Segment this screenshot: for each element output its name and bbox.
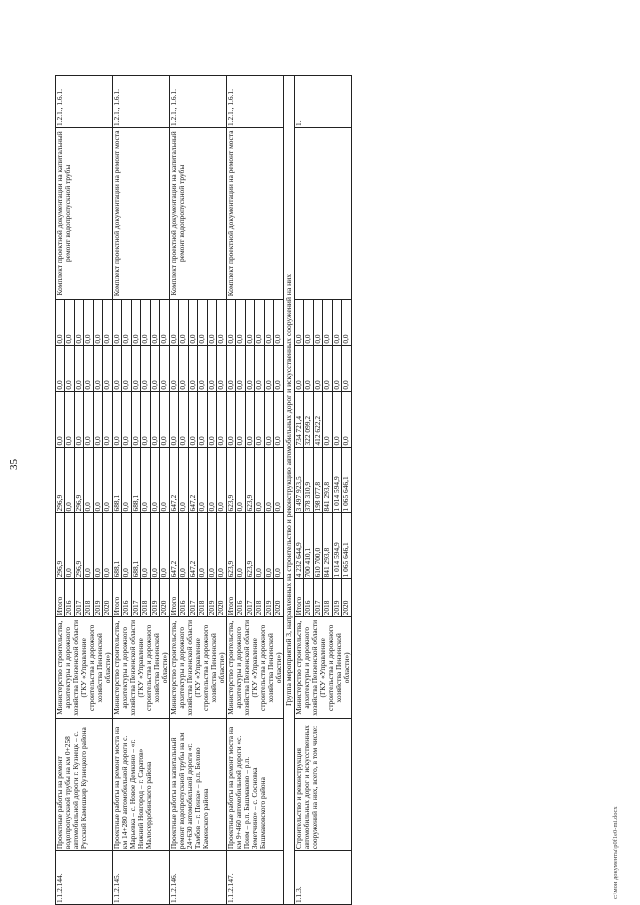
amount-cell: 734 721,4 [294,391,303,447]
amount-cell: 0,0 [131,299,140,345]
amount-cell: 0,0 [342,391,352,447]
year-cell: 2018 [141,579,150,617]
year-cell: 2019 [150,579,159,617]
amount-cell: 688,1 [112,513,121,579]
year-cell: 2019 [207,579,216,617]
amount-cell: 0,0 [294,345,303,391]
table-row [169,76,178,905]
year-cell: 2016 [304,579,313,617]
year-cell: 2018 [198,579,207,617]
table-row [112,76,121,905]
item-links: 1.2.1., 1.6.1. [112,76,169,128]
item-links: 1.2.1., 1.6.1. [169,76,226,128]
amount-cell: 0,0 [160,391,170,447]
amount-cell: 0,0 [65,299,74,345]
amount-cell: 0,0 [255,447,264,513]
amount-cell: 0,0 [323,299,332,345]
year-cell: Итого [226,579,235,617]
amount-cell: 1 014 594,9 [332,513,341,579]
item-name: Проектные работы на ремонт моста на км 9+460 автомобильной дороги «с. Поим – р.п. Башмаково – р.п. Земетчино» – с. Сосновка Башмаковского района [226,719,283,851]
amount-cell: 0,0 [207,299,216,345]
section-title: Группа мероприятий 3, направленных на строительство и реконструкцию автомобильных дорог и искусственных сооружений на них [283,76,294,905]
amount-cell: 0,0 [342,345,352,391]
amount-cell: 0,0 [103,447,113,513]
year-cell: 2016 [122,579,131,617]
amount-cell: 623,9 [245,447,254,513]
amount-cell: 0,0 [103,345,113,391]
amount-cell: 0,0 [264,513,273,579]
amount-cell: 0,0 [236,447,245,513]
amount-cell: 296,9 [74,513,83,579]
amount-cell: 0,0 [332,299,341,345]
amount-cell: 0,0 [141,513,150,579]
amount-cell: 0,0 [112,391,121,447]
amount-cell: 700 410,1 [304,513,313,579]
amount-cell: 0,0 [245,299,254,345]
amount-cell: 0,0 [141,391,150,447]
item-result: Комплект проектной документации на ремонт моста [226,128,283,300]
amount-cell: 296,9 [56,447,65,513]
amount-cell: 0,0 [255,345,264,391]
amount-cell: 0,0 [65,447,74,513]
year-cell: 2020 [274,579,284,617]
item-executor: Министерство строительства, архитектуры и дорожного хозяйства Пензенской области (ГКУ «Управление строительства и дорожного хозяйства Пензенской области») [226,617,283,719]
amount-cell: 412 622,2 [313,391,322,447]
item-links: 1. [294,76,351,128]
amount-cell: 623,9 [226,447,235,513]
amount-cell: 0,0 [112,299,121,345]
amount-cell: 0,0 [65,513,74,579]
amount-cell: 0,0 [304,299,313,345]
amount-cell: 0,0 [150,447,159,513]
amount-cell: 0,0 [56,391,65,447]
amount-cell: 1 065 646,1 [342,447,352,513]
amount-cell: 0,0 [141,447,150,513]
year-cell: 2016 [65,579,74,617]
amount-cell: 0,0 [304,345,313,391]
amount-cell: 0,0 [122,299,131,345]
table-row [226,76,235,905]
section-header-row [283,76,294,905]
amount-cell: 0,0 [160,513,170,579]
amount-cell: 322 099,2 [304,391,313,447]
amount-cell: 841 293,8 [323,513,332,579]
amount-cell: 0,0 [150,391,159,447]
amount-cell: 0,0 [160,299,170,345]
amount-cell: 0,0 [74,299,83,345]
amount-cell: 0,0 [332,345,341,391]
item-result [294,128,351,300]
amount-cell: 0,0 [84,447,93,513]
item-number: 1.1.2.145. [112,851,169,905]
amount-cell: 0,0 [160,345,170,391]
amount-cell: 0,0 [332,391,341,447]
amount-cell: 0,0 [255,513,264,579]
amount-cell: 0,0 [217,513,227,579]
year-cell: Итого [169,579,178,617]
amount-cell: 0,0 [323,345,332,391]
table-row [56,76,65,905]
amount-cell: 0,0 [169,299,178,345]
amount-cell: 0,0 [93,513,102,579]
amount-cell: 0,0 [274,299,284,345]
amount-cell: 0,0 [141,345,150,391]
amount-cell: 688,1 [112,447,121,513]
amount-cell: 4 232 644,9 [294,513,303,579]
amount-cell: 0,0 [236,345,245,391]
amount-cell: 0,0 [122,391,131,447]
amount-cell: 0,0 [150,513,159,579]
amount-cell: 0,0 [207,447,216,513]
amount-cell: 0,0 [198,299,207,345]
amount-cell: 0,0 [160,447,170,513]
amount-cell: 0,0 [207,391,216,447]
item-number: 1.1.2.147. [226,851,283,905]
year-cell: 2017 [131,579,140,617]
year-cell: Итого [112,579,121,617]
amount-cell: 0,0 [198,391,207,447]
footer-file-path: c:\мои документы\p0f1e0-mi.docx [612,806,619,899]
amount-cell: 0,0 [169,391,178,447]
amount-cell: 623,9 [226,513,235,579]
amount-cell: 3 497 923,5 [294,447,303,513]
year-cell: 2020 [160,579,170,617]
amount-cell: 0,0 [264,447,273,513]
amount-cell: 0,0 [122,345,131,391]
year-cell: 2016 [236,579,245,617]
amount-cell: 0,0 [245,345,254,391]
amount-cell: 0,0 [198,513,207,579]
year-cell: 2019 [264,579,273,617]
amount-cell: 0,0 [93,391,102,447]
amount-cell: 0,0 [207,513,216,579]
amount-cell: 0,0 [236,391,245,447]
amount-cell: 0,0 [236,299,245,345]
amount-cell: 0,0 [56,345,65,391]
item-result: Комплект проектной документации на ремонт моста [112,128,169,300]
year-cell: 2016 [179,579,188,617]
amount-cell: 0,0 [103,299,113,345]
amount-cell: 623,9 [245,513,254,579]
amount-cell: 378 310,9 [304,447,313,513]
amount-cell: 688,1 [131,447,140,513]
amount-cell: 0,0 [131,391,140,447]
amount-cell: 0,0 [198,345,207,391]
amount-cell: 0,0 [93,299,102,345]
item-result: Комплект проектной документации на капитальный ремонт водопропускной трубы [56,128,113,300]
amount-cell: 0,0 [179,447,188,513]
amount-cell: 0,0 [198,447,207,513]
amount-cell: 0,0 [274,391,284,447]
amount-cell: 0,0 [342,299,352,345]
year-cell: 2020 [217,579,227,617]
amount-cell: 0,0 [217,345,227,391]
amount-cell: 0,0 [323,391,332,447]
amount-cell: 0,0 [294,299,303,345]
amount-cell: 0,0 [264,391,273,447]
amount-cell: 647,2 [169,447,178,513]
amount-cell: 0,0 [274,447,284,513]
amount-cell: 0,0 [226,391,235,447]
year-cell: 2017 [245,579,254,617]
item-name: Проектные работы на капитальный ремонт водопропускной трубы на км 24+630 автомобильной дороги «г. Тамбов – г. Пенза» – р.п. Белово Каменского района [169,719,226,851]
amount-cell: 0,0 [179,299,188,345]
item-number: 1.1.2.146. [169,851,226,905]
item-number: 1.1.3. [294,851,351,905]
amount-cell: 0,0 [131,345,140,391]
amount-cell: 0,0 [65,345,74,391]
amount-cell: 0,0 [141,299,150,345]
amount-cell: 0,0 [226,299,235,345]
amount-cell: 610 700,0 [313,513,322,579]
year-cell: 2020 [342,579,352,617]
amount-cell: 0,0 [217,299,227,345]
amount-cell: 0,0 [217,447,227,513]
amount-cell: 0,0 [313,299,322,345]
amount-cell: 0,0 [56,299,65,345]
item-name: Проектные работы на ремонт водопропускной трубы на км 0+258 автомобильной дороги г. Кузнецк – с. Русский Камешкир Кузнецкого района [56,719,113,851]
amount-cell: 688,1 [131,513,140,579]
amount-cell: 0,0 [122,513,131,579]
item-name: Строительство и реконструкция автомобильных дорог и искусственных сооружений на них, всего, в том числе: [294,719,351,851]
year-cell: 2017 [313,579,322,617]
amount-cell: 0,0 [255,299,264,345]
amount-cell: 0,0 [226,345,235,391]
year-cell: 2018 [323,579,332,617]
item-executor: Министерство строительства, архитектуры и дорожного хозяйства Пензенской области (ГКУ «Управление строительства и дорожного хозяйства Пензенской области») [56,617,113,719]
amount-cell: 1 065 646,1 [342,513,352,579]
year-cell: Итого [56,579,65,617]
amount-cell: 0,0 [236,513,245,579]
amount-cell: 0,0 [264,299,273,345]
amount-cell: 1 014 594,9 [332,447,341,513]
amount-cell: 0,0 [74,391,83,447]
item-name: Проектные работы на ремонт моста на км 14+280 автомобильной дороги с. Марьевка – с. Новое Демкино – «г. Нижний Новгород – г. Саратов» Малосердобинского района [112,719,169,851]
amount-cell: 0,0 [103,391,113,447]
amount-cell: 0,0 [188,391,197,447]
amount-cell: 0,0 [274,513,284,579]
year-cell: 2017 [74,579,83,617]
item-executor: Министерство строительства, архитектуры и дорожного хозяйства Пензенской области (ГКУ «Управление строительства и дорожного хозяйства Пензенской области») [112,617,169,719]
item-executor: Министерство строительства, архитектуры и дорожного хозяйства Пензенской области (ГКУ «Управление строительства и дорожного хозяйства Пензенской области») [294,617,351,719]
amount-cell: 0,0 [169,345,178,391]
year-cell: 2018 [255,579,264,617]
measures-table [55,75,352,905]
page-number: 35 [8,459,20,470]
amount-cell: 0,0 [84,345,93,391]
amount-cell: 0,0 [313,345,322,391]
amount-cell: 0,0 [188,299,197,345]
amount-cell: 647,2 [188,513,197,579]
amount-cell: 0,0 [84,299,93,345]
amount-cell: 0,0 [179,345,188,391]
amount-cell: 0,0 [245,391,254,447]
amount-cell: 0,0 [150,299,159,345]
amount-cell: 296,9 [74,447,83,513]
amount-cell: 198 077,8 [313,447,322,513]
amount-cell: 0,0 [93,345,102,391]
year-cell: 2020 [103,579,113,617]
amount-cell: 647,2 [169,513,178,579]
amount-cell: 0,0 [150,345,159,391]
amount-cell: 0,0 [122,447,131,513]
amount-cell: 0,0 [188,345,197,391]
amount-cell: 0,0 [179,391,188,447]
amount-cell: 0,0 [103,513,113,579]
amount-cell: 0,0 [93,447,102,513]
amount-cell: 296,9 [56,513,65,579]
year-cell: 2019 [332,579,341,617]
amount-cell: 647,2 [188,447,197,513]
amount-cell: 0,0 [84,391,93,447]
amount-cell: 0,0 [84,513,93,579]
item-number: 1.1.2.144. [56,851,113,905]
item-links: 1.2.1., 1.6.1. [226,76,283,128]
item-result: Комплект проектной документации на капитальный ремонт водопропускной трубы [169,128,226,300]
year-cell: 2017 [188,579,197,617]
table-body [56,76,352,905]
item-links: 1.2.1., 1.6.1. [56,76,113,128]
amount-cell: 0,0 [207,345,216,391]
amount-cell: 0,0 [179,513,188,579]
amount-cell: 0,0 [65,391,74,447]
amount-cell: 0,0 [255,391,264,447]
year-cell: 2018 [84,579,93,617]
amount-cell: 0,0 [274,345,284,391]
amount-cell: 841 293,8 [323,447,332,513]
year-cell: 2019 [93,579,102,617]
amount-cell: 0,0 [74,345,83,391]
amount-cell: 0,0 [217,391,227,447]
year-cell: Итого [294,579,303,617]
amount-cell: 0,0 [264,345,273,391]
amount-cell: 0,0 [112,345,121,391]
item-executor: Министерство строительства, архитектуры и дорожного хозяйства Пензенской области (ГКУ «Управление строительства и дорожного хозяйства Пензенской области») [169,617,226,719]
